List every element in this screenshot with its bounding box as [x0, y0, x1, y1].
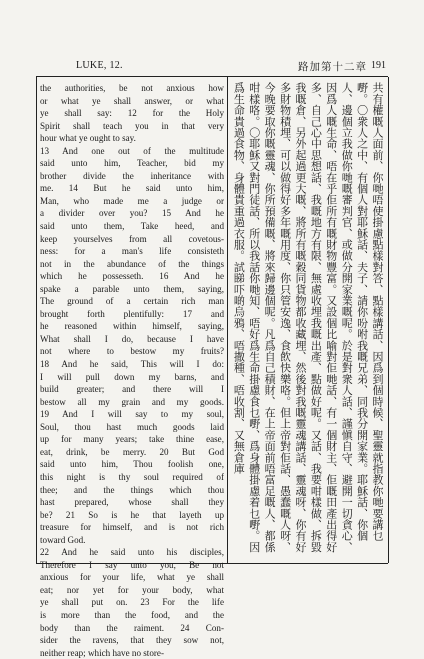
english-line: eat; nor yet for your body, what [40, 584, 224, 595]
english-line: thee; and the things which thou [40, 484, 224, 495]
english-line: bestow all my grain and my goods. [40, 396, 224, 407]
english-line: brought forth plentifully: 17 and [40, 308, 224, 319]
english-line: up for many years; take thine ease, [40, 434, 224, 445]
english-line: treasure for himself, and is not rich [40, 522, 224, 533]
page-number: 191 [371, 60, 386, 71]
english-line: be? 21 So is he that layeth up [40, 509, 224, 520]
english-column [40, 82, 224, 659]
english-line: What shall I do, because I have [40, 333, 224, 344]
column-divider [227, 77, 228, 563]
english-line: brother divide the inheritance with [40, 170, 224, 181]
english-line: build greater; and there will I [40, 384, 224, 395]
english-line: keep yourselves from all covetous- [40, 233, 224, 244]
english-line: 22 And he said unto his disciples, [40, 547, 224, 558]
english-line: anxious for your life, what ye shall [40, 572, 224, 583]
english-line: neither reap; which have no store- [40, 647, 164, 658]
english-line: sider the ravens, that they sow not, [40, 635, 224, 646]
left-border [36, 77, 37, 563]
english-line: hour what ye ought to say. [40, 133, 136, 144]
right-border [388, 77, 389, 563]
english-line: 13 And one out of the multitude [40, 145, 224, 156]
english-line: Soul, thou hast much goods laid [40, 421, 224, 432]
english-line: I will pull down my barns, and [40, 371, 224, 382]
english-line: the authorities, be not anxious how [40, 83, 224, 93]
chinese-chapter-heading: 路加第十二章 [298, 62, 367, 73]
english-line: eat, drink, be merry. 20 But God [40, 446, 224, 457]
english-line: said unto him, Thou foolish one, [40, 459, 224, 470]
english-line: spake a parable unto them, saying, [40, 283, 224, 294]
chinese-column: 共有權嘅人面前、你哋唔使掛慮點樣對答、點樣講話、因爲到個時候、聖靈就指教你哋要講乜嘢。〇衆人之中、有個人對耶穌話、夫子、請你吩咐我嘅兄弟、同我分開家業。耶穌話、你個人、邊個立我做你哋嘅審判官、或做分開家業嘅呢。於是對衆人話、謹愼自守、避開一切貪心、因爲人嘅生命、唔在乎佢所有嘅財物豐富。又設個比喻對佢哋話、有一個財主、佢嘅田產出得好多、自己心中思想話、我嘅地方有限、無處收埋我嘅出產、點做好呢。又話、我要咁樣做、拆毀我嘅倉、另外起過更大嘅、將所有嘅穀同貨物都收藏埋、然後對我嘅靈魂講話、靈魂呀、你有好多財物積埋、可以做得好多年嘅用度、你只管安逸、食飲快樂咯。但上帝對佢話、愚蠢嘅人呀、今晚要取你嘅靈魂、你所預備嘅、將來歸邊個呢。凡爲自己積財、在上帝面前唔富足嘅人、都係咁樣咯。〇耶穌又對門徒話、所以我話你哋知、唔好爲生命掛慮食乜嘢、爲身體掛慮着乜嘢。因爲生命貴過食物、身體貴重過衣服。試睇吓啲烏鴉、唔撒種、唔收割、又無倉庫 [232, 82, 384, 553]
english-line: is more than the food, and the [40, 609, 224, 620]
english-line: The ground of a certain rich man [40, 296, 224, 307]
page-header [36, 60, 388, 76]
english-line: body than the raiment. 24 Con- [40, 622, 224, 633]
english-line: he reasoned within himself, saying, [40, 321, 224, 332]
english-line: not in the abundance of the things [40, 258, 224, 269]
english-line: or what ye shall answer, or what [40, 95, 224, 106]
english-line: said unto him, Teacher, bid my [40, 158, 224, 169]
english-line: 19 And I will say to my soul, [40, 409, 224, 420]
english-line: toward God. [40, 534, 86, 545]
english-line: Therefore I say unto you, Be not [40, 559, 224, 570]
english-line: this night is thy soul required of [40, 471, 224, 482]
english-line: Spirit shall teach you in that very [40, 120, 224, 131]
english-line: 18 And he said, This will I do: [40, 359, 224, 370]
header-rule [36, 76, 388, 77]
english-line: said unto them, Take heed, and [40, 221, 224, 232]
english-line: which he possesseth. 16 And he [40, 271, 224, 282]
english-line: ness: for a man's life consisteth [40, 246, 224, 257]
english-line: Man, who made me a judge or [40, 195, 224, 206]
english-line: a divider over you? 15 And he [40, 208, 224, 219]
english-line: ye shall say: 12 for the Holy [40, 108, 224, 119]
english-line: ye shall put on. 23 For the life [40, 597, 224, 608]
chapter-heading: LUKE, 12. [76, 60, 123, 71]
english-line: me. 14 But he said unto him, [40, 183, 224, 194]
english-line: hast prepared, whose shall they [40, 497, 224, 508]
english-line: not where to bestow my fruits? [40, 346, 224, 357]
